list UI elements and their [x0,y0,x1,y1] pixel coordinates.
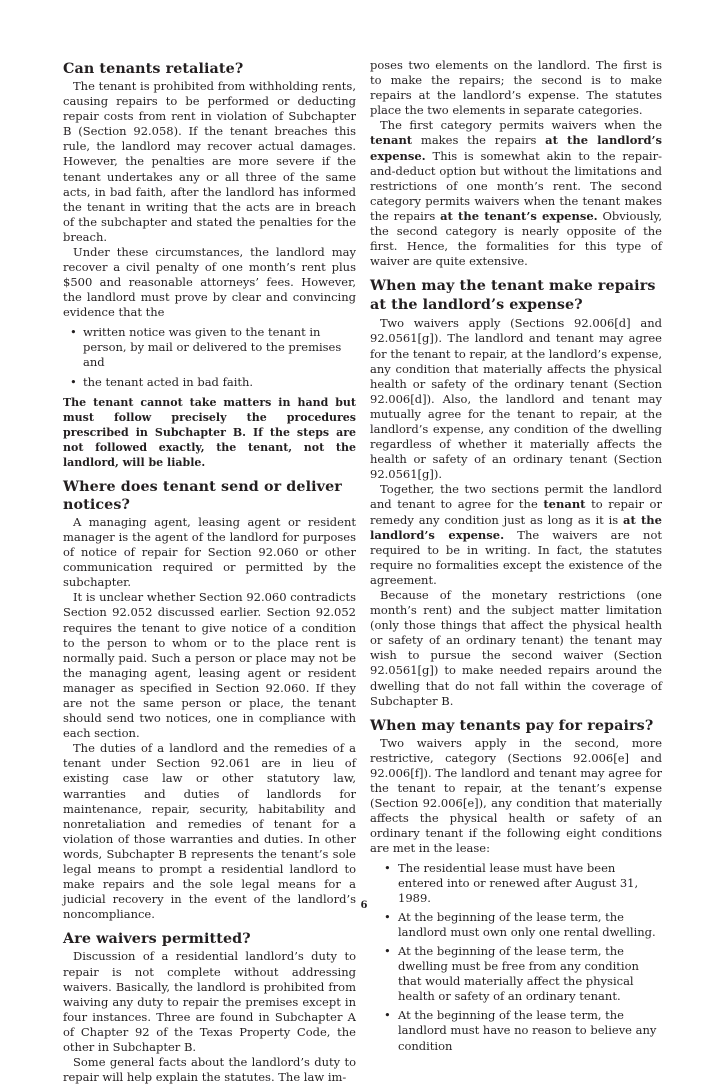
paragraph: poses two elements on the landlord. The first is to make the repairs; the second is to make repairs at the landlord’s expense. The statutes place the two elements in separate categories. [370,58,662,118]
paragraph: A managing agent, leasing agent or resident manager is the agent of the landlord for purposes of notice of repair for Section 92.060 or other communication required or permitted by the subchapter. [63,514,356,590]
paragraph: Two waivers apply (Sections 92.006[d] and 92.0561[g]). The landlord and tenant may agree for the tenant to repair, at the landlord’s expense, any condition that materially affects the physical health or safety of the ordinary tenant (Section 92.006[d]). Also, the landlord and tenant may mutually agree for the tenant to repair, at the landlord’s expense, any condition of the dwelling regardless of whether it materially affects the health or safety of an ordinary tenant (Section 92.0561[g]). [370,316,662,482]
paragraph: The tenant is prohibited from withholding rents, causing repairs to be performed or deducting repair costs from rent in violation of Subchapter B (Section 92.058). If the tenant breaches this rule, the landlord may recover actual damages. However, the penalties are more severe if the tenant undertakes any or all three of the same acts, in bad faith, after the landlord has informed the tenant in writing that the acts are in breach of the subchapter and stated the penalties for the breach. [63,79,356,244]
heading-notices: Where does tenant send or deliver notices? [63,478,342,513]
heading-can-tenants-retaliate: Can tenants retaliate? [63,61,244,77]
list-item: • At the beginning of the lease term, the landlord must have no reason to believe any condition [384,1008,657,1053]
page-number: 6 [360,900,368,911]
paragraph: The duties of a landlord and the remedies of a tenant under Section 92.061 are in lieu of existing case law or other statutory law, warranties and duties of landlords for maintenance, repair, security, habitability and nonretaliation and remedies of tenant for a violation of those warranties and duties. In other words, Subchapter B represents the tenant’s sole legal means to prompt a residential landlord to make repairs and the sole legal means for a judicial recovery in the event of the landlord’s noncompliance. [63,741,356,922]
bold-warning: The tenant cannot take matters in hand but must follow precisely the procedures prescribed in Subchapter B. If the steps are not followed exactly, the tenant, not the landlord, will be liable. [63,395,356,469]
bullet-list [63,325,356,390]
paragraph: The first category permits waivers when the tenant makes the repairs at the landlord’s expense. This is somewhat akin to the repair-and-deduct option but without the limitations and restrictions of one month’s rent. The second category permits waivers when the tenant makes the repairs at the tenant’s expense. Obviously, the second category is nearly opposite of the first. Hence, the formalities for this type of waiver are quite extensive. [370,118,663,269]
bullet-icon: • [384,909,391,924]
heading-tenants-pay: When may tenants pay for repairs? [370,717,654,734]
bullet-icon: • [70,374,77,389]
list-item: • The residential lease must have been entered into or renewed after August 31, 1989. [384,860,639,905]
paragraph: Because of the monetary restrictions (one month’s rent) and the subject matter limitation (only those things that affect the physical health or safety of an ordinary tenant) the tenant may wish to pursue the second waiver (Section 92.0561[g]) to make needed repairs around the dwelling that do not fall within the coverage of Subchapter B. [370,588,662,708]
list-item: • written notice was given to the tenant in person, by mail or delivered to the premises and [70,324,342,369]
heading-landlords-expense: When may the tenant make repairs at the landlord’s expense? [370,278,656,314]
list-item: • At the beginning of the lease term, the landlord must own only one rental dwelling. [384,909,656,939]
list-item: • At the beginning of the lease term, the dwelling must be free from any condition that would materially affect the physical health or safety of an ordinary tenant. [384,943,639,1004]
left-column [63,58,356,1085]
paragraph: Two waivers apply in the second, more restrictive, category (Sections 92.006[e] and 92.006[f]). The landlord and tenant may agree for the tenant to repair, at the tenant’s expense (Section 92.006[e]), any condition that materially affects the physical health or safety of an ordinary tenant if the following eight conditions are met in the lease: [370,735,662,856]
paragraph: Some general facts about the landlord’s duty to repair will help explain the statutes. The law im- [63,1055,356,1085]
bullet-icon: • [384,1008,391,1023]
paragraph: It is unclear whether Section 92.060 contradicts Section 92.052 discussed earlier. Section 92.052 requires the tenant to give notice of a condition to the person to whom or to the place rent is normally paid. Such a person or place may not be the managing agent, leasing agent or resident manager as specified in Section 92.060. If they are not the same person or place, the tenant should send two notices, one in compliance with each section. [63,590,356,741]
paragraph: Together, the two sections permit the landlord and tenant to agree for the tenant to repair or remedy any condition just as long as it is at the landlord’s expense. The waivers are not required to be in writing. In fact, the statutes require no formalities except the existence of the agreement. [370,482,663,587]
bullet-icon: • [384,943,391,958]
bullet-icon: • [70,324,77,339]
list-item: • the tenant acted in bad faith. [70,374,254,389]
paragraph: Under these circumstances, the landlord may recover a civil penalty of one month’s rent plus $500 and reasonable attorneys’ fees. However, the landlord must prove by clear and convincing evidence that the [63,245,356,320]
paragraph: Discussion of a residential landlord’s duty to repair is not complete without addressing waivers. Basically, the landlord is prohibited from waiving any duty to repair the premises except in four instances. Three are found in Subchapter A of Chapter 92 of the Texas Property Code, the other in Subchapter B. [63,949,356,1054]
bullet-list [370,861,662,1054]
heading-waivers-permitted: Are waivers permitted? [63,931,251,948]
bullet-icon: • [384,860,391,875]
